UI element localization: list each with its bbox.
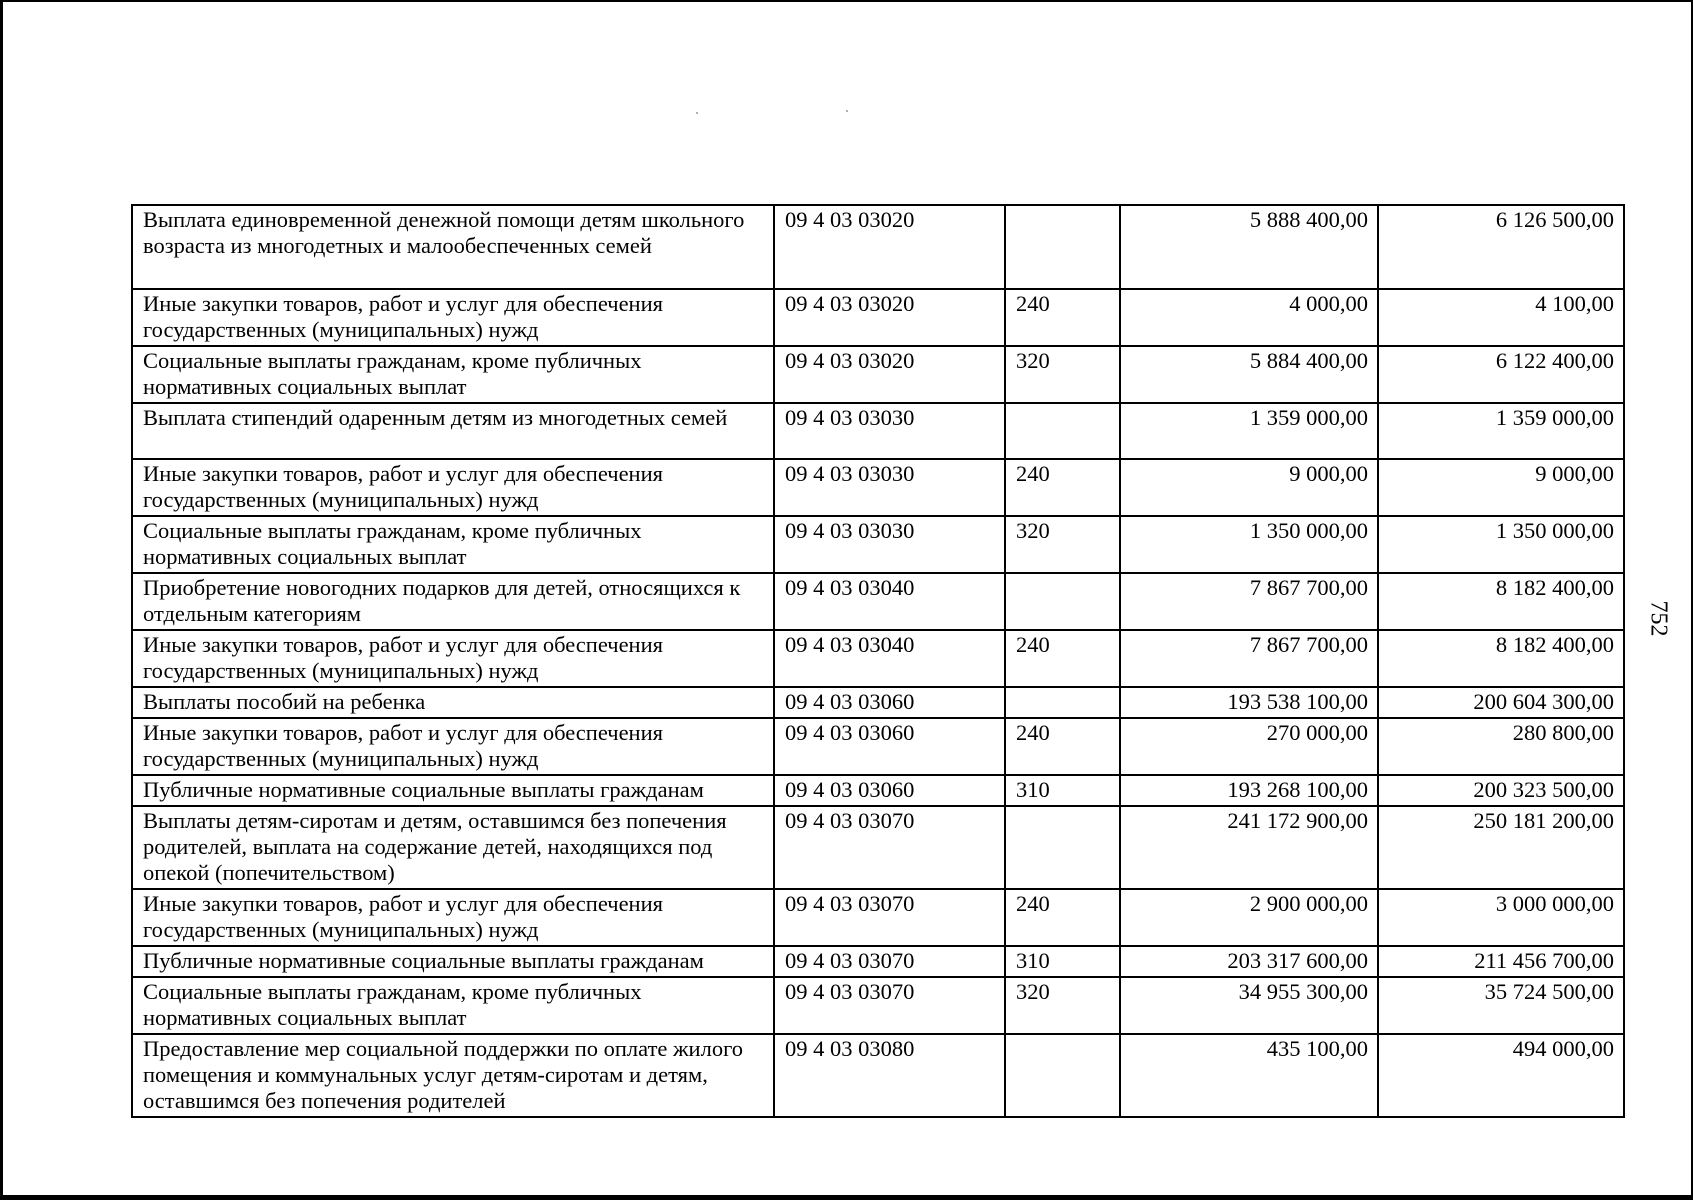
row-amount-2-cell: 8 182 400,00 [1378,573,1624,630]
row-amount-1-cell: 7 867 700,00 [1120,573,1378,630]
table-row [132,289,1624,346]
row-expense-type-cell [1005,1034,1120,1117]
row-amount-1-cell: 435 100,00 [1120,1034,1378,1117]
table-row [132,459,1624,516]
row-amount-1-cell: 193 268 100,00 [1120,775,1378,806]
table-row [132,775,1624,806]
row-amount-1-cell: 241 172 900,00 [1120,806,1378,889]
row-name-cell: Иные закупки товаров, работ и услуг для обеспечения государственных (муниципальных) нужд [132,718,774,775]
row-expense-type-cell: 320 [1005,346,1120,403]
row-expense-type-cell [1005,687,1120,718]
table-row [132,205,1624,289]
budget-table [131,204,1625,1118]
budget-table-body [132,205,1624,1117]
row-amount-1-cell: 1 359 000,00 [1120,403,1378,459]
row-name-cell: Социальные выплаты гражданам, кроме публичных нормативных социальных выплат [132,977,774,1034]
row-amount-2-cell: 6 126 500,00 [1378,205,1624,289]
row-code-cell: 09 4 03 03070 [774,946,1005,977]
scan-speck [696,112,698,114]
table-row [132,516,1624,573]
row-expense-type-cell [1005,573,1120,630]
row-amount-2-cell: 211 456 700,00 [1378,946,1624,977]
row-code-cell: 09 4 03 03020 [774,205,1005,289]
row-expense-type-cell: 240 [1005,889,1120,946]
row-amount-1-cell: 7 867 700,00 [1120,630,1378,687]
row-amount-2-cell: 200 604 300,00 [1378,687,1624,718]
row-code-cell: 09 4 03 03070 [774,977,1005,1034]
row-name-cell: Иные закупки товаров, работ и услуг для обеспечения государственных (муниципальных) нужд [132,459,774,516]
row-expense-type-cell: 240 [1005,630,1120,687]
row-amount-2-cell: 494 000,00 [1378,1034,1624,1117]
row-name-cell: Приобретение новогодних подарков для детей, относящихся к отдельным категориям [132,573,774,630]
row-name-cell: Иные закупки товаров, работ и услуг для обеспечения государственных (муниципальных) нужд [132,630,774,687]
table-row [132,687,1624,718]
row-expense-type-cell [1005,403,1120,459]
row-expense-type-cell: 240 [1005,459,1120,516]
row-code-cell: 09 4 03 03030 [774,459,1005,516]
row-amount-1-cell: 4 000,00 [1120,289,1378,346]
row-amount-2-cell: 6 122 400,00 [1378,346,1624,403]
row-code-cell: 09 4 03 03040 [774,573,1005,630]
row-amount-2-cell: 9 000,00 [1378,459,1624,516]
row-amount-2-cell: 8 182 400,00 [1378,630,1624,687]
table-row [132,1034,1624,1117]
row-amount-2-cell: 3 000 000,00 [1378,889,1624,946]
row-code-cell: 09 4 03 03070 [774,806,1005,889]
row-code-cell: 09 4 03 03030 [774,516,1005,573]
row-code-cell: 09 4 03 03020 [774,346,1005,403]
row-expense-type-cell: 310 [1005,946,1120,977]
table-row [132,630,1624,687]
row-name-cell: Выплата единовременной денежной помощи детям школьного возраста из многодетных и малообеспеченных семей [132,205,774,289]
row-expense-type-cell: 320 [1005,977,1120,1034]
row-expense-type-cell: 240 [1005,289,1120,346]
row-name-cell: Предоставление мер социальной поддержки по оплате жилого помещения и коммунальных услуг детям-сиротам и детям, оставшимся без попечения родителей [132,1034,774,1117]
page-number: 752 [1645,600,1672,637]
table-row [132,718,1624,775]
table-row [132,977,1624,1034]
table-row [132,573,1624,630]
row-code-cell: 09 4 03 03030 [774,403,1005,459]
row-name-cell: Выплаты пособий на ребенка [132,687,774,718]
row-amount-2-cell: 4 100,00 [1378,289,1624,346]
row-name-cell: Публичные нормативные социальные выплаты гражданам [132,775,774,806]
row-name-cell: Публичные нормативные социальные выплаты гражданам [132,946,774,977]
row-amount-2-cell: 280 800,00 [1378,718,1624,775]
row-name-cell: Выплаты детям-сиротам и детям, оставшимся без попечения родителей, выплата на содержание детей, находящихся под опекой (попечительством) [132,806,774,889]
row-code-cell: 09 4 03 03060 [774,718,1005,775]
table-row [132,946,1624,977]
row-amount-1-cell: 1 350 000,00 [1120,516,1378,573]
row-expense-type-cell [1005,806,1120,889]
row-name-cell: Социальные выплаты гражданам, кроме публичных нормативных социальных выплат [132,516,774,573]
scan-speck [846,110,848,112]
row-name-cell: Иные закупки товаров, работ и услуг для обеспечения государственных (муниципальных) нужд [132,289,774,346]
row-amount-1-cell: 34 955 300,00 [1120,977,1378,1034]
row-expense-type-cell: 310 [1005,775,1120,806]
row-amount-1-cell: 2 900 000,00 [1120,889,1378,946]
row-name-cell: Выплата стипендий одаренным детям из многодетных семей [132,403,774,459]
row-amount-1-cell: 270 000,00 [1120,718,1378,775]
row-code-cell: 09 4 03 03060 [774,687,1005,718]
row-code-cell: 09 4 03 03070 [774,889,1005,946]
table-row [132,403,1624,459]
row-amount-2-cell: 1 359 000,00 [1378,403,1624,459]
row-expense-type-cell: 240 [1005,718,1120,775]
row-amount-2-cell: 35 724 500,00 [1378,977,1624,1034]
row-expense-type-cell: 320 [1005,516,1120,573]
table-row [132,806,1624,889]
row-amount-1-cell: 193 538 100,00 [1120,687,1378,718]
row-name-cell: Социальные выплаты гражданам, кроме публичных нормативных социальных выплат [132,346,774,403]
table-row [132,889,1624,946]
row-amount-1-cell: 5 884 400,00 [1120,346,1378,403]
row-amount-1-cell: 203 317 600,00 [1120,946,1378,977]
row-expense-type-cell [1005,205,1120,289]
row-code-cell: 09 4 03 03040 [774,630,1005,687]
row-amount-1-cell: 5 888 400,00 [1120,205,1378,289]
row-amount-2-cell: 200 323 500,00 [1378,775,1624,806]
row-amount-2-cell: 1 350 000,00 [1378,516,1624,573]
row-name-cell: Иные закупки товаров, работ и услуг для обеспечения государственных (муниципальных) нужд [132,889,774,946]
row-amount-2-cell: 250 181 200,00 [1378,806,1624,889]
row-amount-1-cell: 9 000,00 [1120,459,1378,516]
row-code-cell: 09 4 03 03080 [774,1034,1005,1117]
table-row [132,346,1624,403]
row-code-cell: 09 4 03 03020 [774,289,1005,346]
row-code-cell: 09 4 03 03060 [774,775,1005,806]
